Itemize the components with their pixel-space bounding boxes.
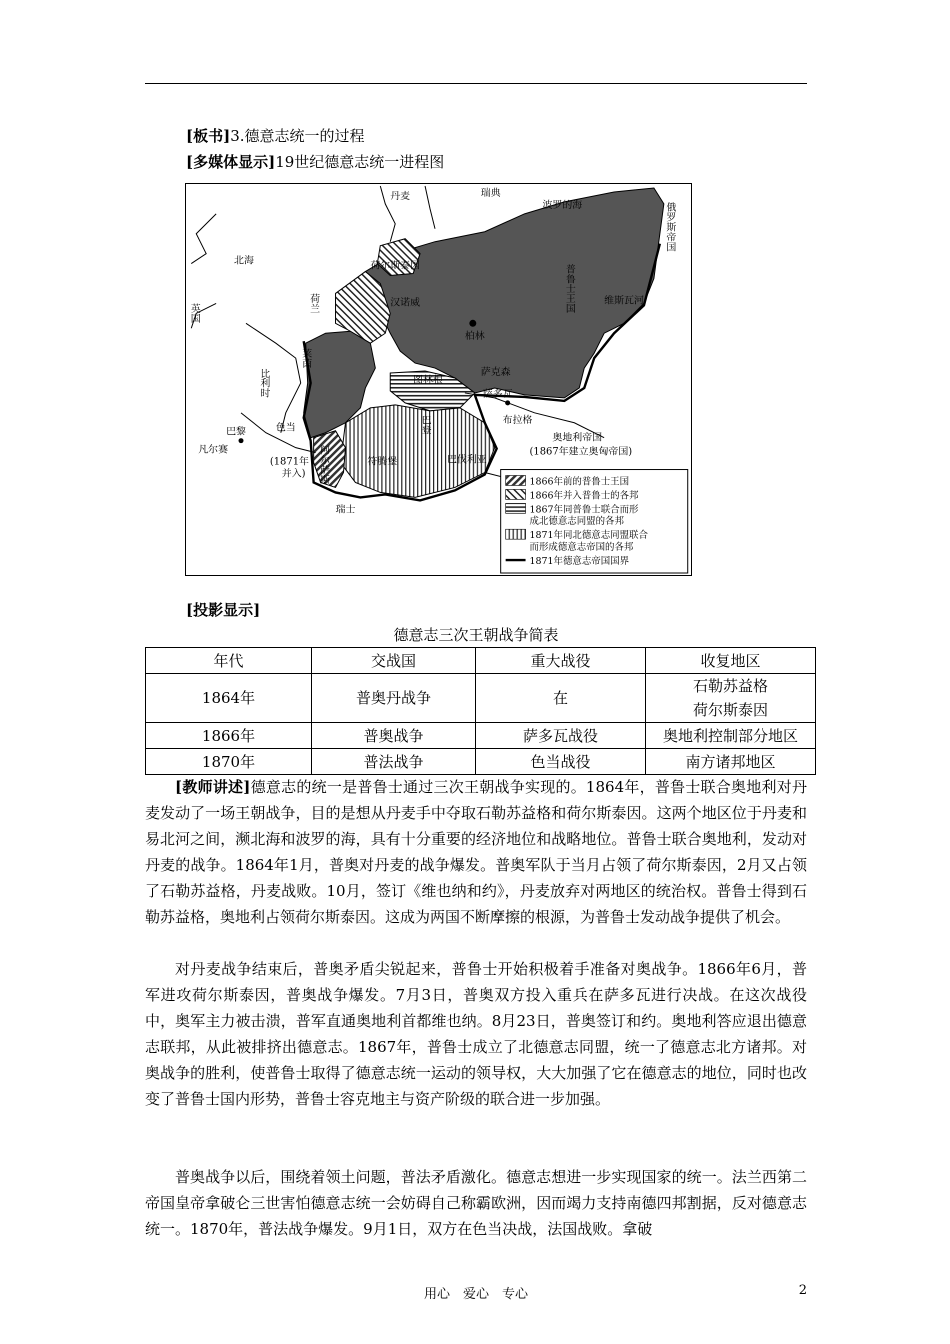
footer-motto: 用心 爱心 专心	[423, 1287, 528, 1302]
label-russia: 俄罗斯帝国	[664, 201, 676, 252]
header-belligerents: 交战国	[312, 648, 476, 674]
legend-swatch-2	[506, 489, 526, 499]
label-sadowa: 萨多瓦	[482, 388, 513, 400]
cell-region: 奥地利控制部分地区	[646, 723, 816, 749]
label-austria-sub: (1867年建立奥匈帝国)	[529, 446, 633, 458]
label-annex-1871: (1871年	[269, 456, 309, 468]
table-header-row	[146, 648, 816, 674]
label-prussia: 普鲁士王国	[563, 263, 575, 314]
cell-war: 普奥战争	[312, 723, 476, 749]
label-versailles: 凡尔赛	[198, 444, 229, 456]
table-row	[146, 723, 816, 749]
label-thuringia: 图林根	[413, 374, 443, 386]
board-heading	[186, 126, 365, 146]
label-belgium: 比利时	[258, 368, 270, 398]
paragraph-franco-prussian: 普奥战争以后，围绕着领土问题，普法矛盾激化。德意志想进一步实现国家的统一。法兰西第二帝国皇帝拿破仑三世害怕德意志统一会妨碍自己称霸欧洲，因而竭力支持南德四邦割据，反对德意志统一。1870年，普法战争爆发。9月1日，双方在色当决战，法国战败。拿破	[145, 1168, 807, 1238]
projection-tag: [投影显示]	[186, 601, 261, 619]
legend-item-4b: 而形成德意志帝国的各邦	[529, 542, 634, 554]
legend-item-4: 1871年同北德意志同盟联合	[529, 530, 648, 542]
legend-swatch-1	[506, 476, 526, 486]
label-baltic: 波罗的海	[542, 199, 583, 211]
label-denmark-1: 丹麦	[390, 190, 411, 202]
legend-item-5: 1871年德意志帝国国界	[529, 556, 630, 568]
legend-item-2: 1866年并入普鲁士的各邦	[529, 490, 639, 502]
header-year: 年代	[146, 648, 312, 674]
label-hanover: 汉诺威	[390, 297, 421, 309]
label-baden: 巴登	[419, 414, 431, 435]
cell-war: 普奥丹战争	[312, 674, 476, 723]
legend-swatch-3	[506, 503, 526, 513]
label-sweden: 瑞典	[480, 187, 501, 199]
cell-year: 1864年	[146, 674, 312, 723]
legend-item-3b: 成北德意志同盟的各邦	[529, 516, 624, 528]
legend-item-3: 1867年同普鲁士联合而形	[529, 504, 639, 516]
label-netherlands: 荷兰	[308, 293, 320, 314]
projection-heading	[186, 600, 260, 620]
header-battle: 重大战役	[476, 648, 646, 674]
label-alsace: 阿尔萨斯	[318, 444, 330, 485]
label-annex-1871b: 并入)	[281, 468, 306, 480]
cell-year: 1870年	[146, 749, 312, 775]
label-bavaria: 巴伐利亚	[446, 454, 487, 466]
paragraph-austro-prussian: 对丹麦战争结束后，普奥矛盾尖锐起来，普鲁士开始积极着手准备对奥战争。1866年6月，普军进攻荷尔斯泰因，普奥战争爆发。7月3日，普奥双方投入重兵在萨多瓦进行决战。在这次战役中，奥军主力被击溃，普军直通奥地利首都维也纳。8月23日，普奥签订和约。奥地利答应退出德意志联邦，从此被排挤出德意志。1867年，普鲁士成立了北德意志同盟，统一了德意志北方诸邦。对奥战争的胜利，使普鲁士取得了德意志统一运动的领导权，大大加强了它在德意志的地位，同时也改变了普鲁士国内形势，普鲁士容克地主与资产阶级的联合进一步加强。	[145, 960, 807, 1108]
wars-table	[145, 647, 816, 775]
label-berlin: 柏林	[464, 331, 485, 343]
teacher-tag: [教师讲述]	[175, 778, 251, 796]
header-rule	[145, 83, 807, 84]
prussia-region	[365, 188, 663, 398]
board-text: 3.德意志统一的过程	[230, 127, 365, 145]
table-row	[146, 674, 816, 723]
board-tag: [板书]	[186, 127, 231, 145]
paris-dot	[239, 438, 244, 443]
cell-battle: 萨多瓦战役	[476, 723, 646, 749]
prague-dot	[505, 400, 510, 405]
cell-region-line2: 荷尔斯泰因	[692, 701, 768, 719]
label-saxony: 萨克森	[480, 367, 511, 379]
table-caption: 德意志三次王朝战争简表	[393, 626, 559, 644]
cell-war: 普法战争	[312, 749, 476, 775]
media-tag: [多媒体显示]	[186, 153, 276, 171]
map-svg	[186, 184, 691, 575]
label-wurttemberg: 符腾堡	[367, 456, 398, 468]
label-holstein: 荷尔斯泰因	[370, 260, 421, 272]
label-paris: 巴黎	[226, 426, 246, 438]
map-legend	[501, 470, 688, 573]
legend-item-1: 1866年前的普鲁士王国	[529, 476, 630, 488]
paragraph-teacher-text: 德意志的统一是普鲁士通过三次王朝战争实现的。1864年，普鲁士联合奥地利对丹麦发动了一场王朝战争，目的是想从丹麦手中夺取石勒苏益格和荷尔斯泰因。这两个地区位于丹麦和易北河之间，濒北海和波罗的海，具有十分重要的经济地位和战略地位。普鲁士联合奥地利，发动对丹麦的战争。1864年1月，普奥对丹麦的战争爆发。普奥军队于当月占领了荷尔斯泰因，2月又占领了石勒苏益格，丹麦战败。10月，签订《维也纳和约》，丹麦放弃对两地区的统治权。普鲁士得到石勒苏益格，奥地利占领荷尔斯泰因。这成为两国不断摩擦的根源，为普鲁士发动战争提供了机会。	[145, 778, 807, 926]
media-text: 19世纪德意志统一进程图	[275, 153, 445, 171]
table-row	[146, 749, 816, 775]
label-rhine: 莱茵	[300, 348, 312, 369]
cell-region-line1: 石勒苏益格	[692, 677, 768, 695]
label-sedan: 色当	[275, 422, 296, 434]
media-heading	[186, 152, 444, 172]
header-region: 收复地区	[646, 648, 816, 674]
southern-states-region	[341, 405, 495, 498]
cell-battle: 色当战役	[476, 749, 646, 775]
label-north-sea: 北海	[234, 255, 254, 267]
cell-region: 南方诸邦地区	[646, 749, 816, 775]
label-prague: 布拉格	[502, 414, 533, 426]
label-switzerland: 瑞士	[335, 504, 356, 516]
label-vistula: 维斯瓦河	[604, 295, 644, 307]
legend-swatch-4	[506, 529, 526, 539]
germany-unification-map	[185, 183, 692, 576]
berlin-dot	[469, 320, 476, 327]
label-uk: 英国	[188, 303, 200, 324]
cell-battle: 在	[476, 674, 646, 723]
label-austria-title: 奥地利帝国	[552, 432, 603, 444]
cell-year: 1866年	[146, 723, 312, 749]
paragraph-teacher	[145, 774, 807, 930]
page-number: 2	[798, 1283, 807, 1298]
cell-region	[646, 674, 816, 723]
